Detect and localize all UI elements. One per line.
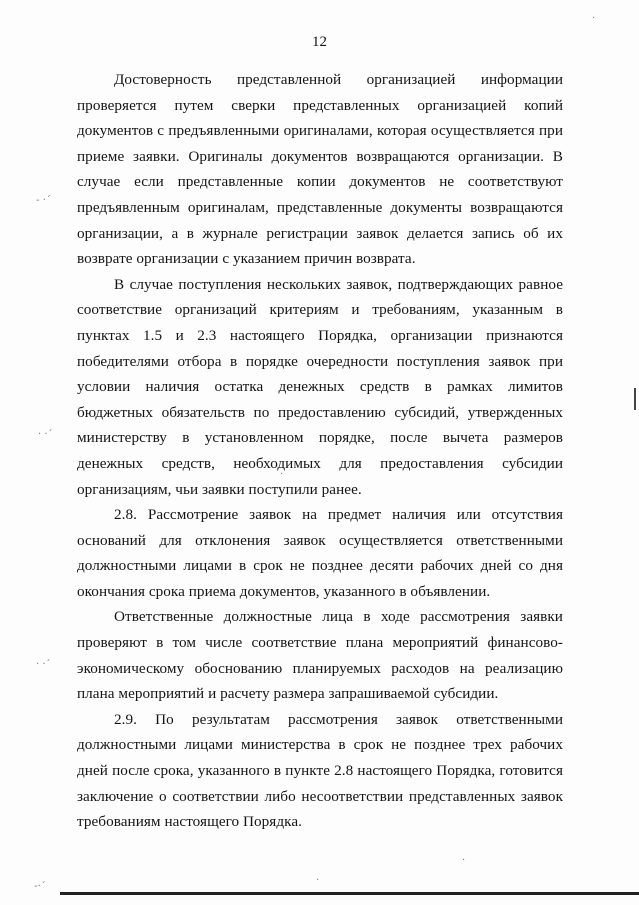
paragraph: 2.9. По результатам рассмотрения заявок ответственными должностными лицами министерства в срок не позднее трех рабочих дней после срока, указанного в пункте 2.8 настоящего Порядка, готовится заключение о соответствии либо несоответствии представленных заявок требованиям настоящего Порядка. (77, 710, 563, 831)
page-number: 12 (312, 34, 327, 50)
paragraph: В случае поступления нескольких заявок, подтверждающих равное соответствие организаций критериям и требованиям, указанным в пунктах 1.5 и 2.3 настоящего Порядка, организации признаются победителями отбора в порядке очередности поступления заявок при условии наличия остатка денежных средств в рамках лимитов бюджетных обязательств по предоставлению субсидий, утвержденных министерству в установленном порядке, после вычета размеров денежных средств, необходимых для предоставления субсидии организациям, чьи заявки поступили ранее. (77, 275, 563, 498)
scan-speck: · ·´ (36, 659, 51, 670)
scan-speck: · (462, 855, 466, 866)
scan-speck: · (592, 13, 596, 24)
scan-speck: - ·´ (36, 195, 51, 206)
paragraph: 2.8. Рассмотрение заявок на предмет наличия или отсутствия оснований для отклонения заявок осуществляется ответственными должностными лицами в срок не позднее десяти рабочих дней со дня окончания срока приема документов, указанного в объявлении. (77, 506, 563, 600)
paragraph: Достоверность представленной организацией информации проверяется путем сверки представленных организацией копий документов с предъявленными оригиналами, которая осуществляется при приеме заявки. Оригиналы документов возвращаются организации. В случае если представленные копии документов не соответствуют предъявленным оригиналам, представленные документы возвращаются организации, а в журнале регистрации заявок делается запись об их возврате организации с указанием причин возврата. (77, 71, 563, 268)
scan-speck: · ·´ (38, 429, 53, 440)
scan-speck: · (280, 469, 284, 480)
paragraph: Ответственные должностные лица в ходе рассмотрения заявки проверяют в том числе соответствие плана мероприятий финансово-экономическому обоснованию планируемых расходов на реализацию плана мероприятий и расчету размера запрашиваемой субсидии. (77, 608, 563, 703)
scan-speck: · (316, 875, 320, 886)
document-body (77, 67, 563, 835)
scan-bottom-edge (60, 892, 639, 895)
scan-edge-mark (634, 388, 636, 410)
scan-speck: -·´ (34, 881, 46, 892)
